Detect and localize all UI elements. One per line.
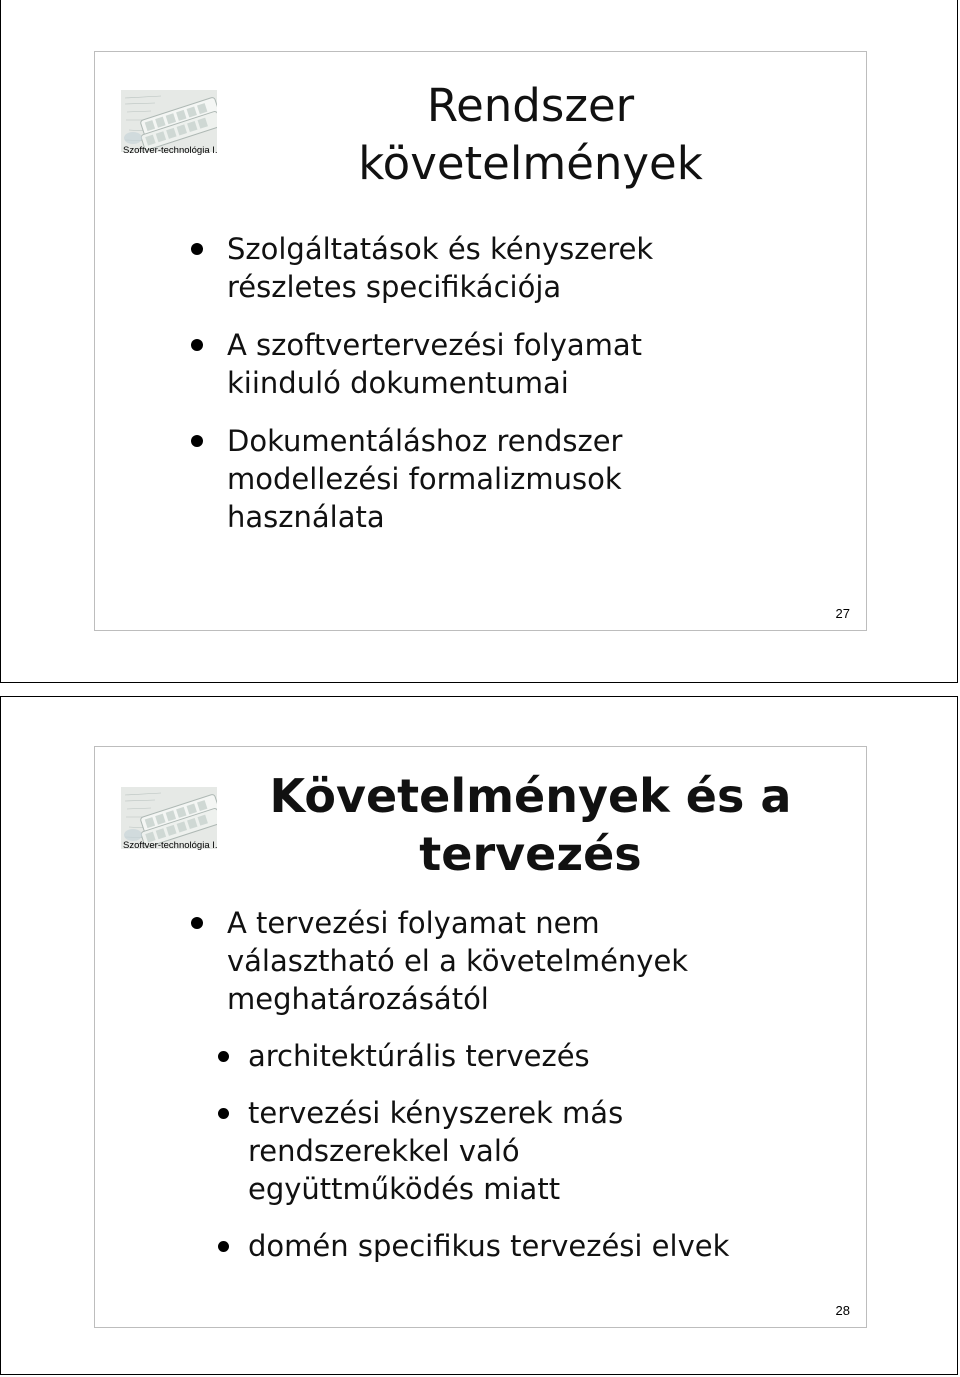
- bullet-line: kiinduló dokumentumai: [227, 366, 569, 400]
- slide-title-line: követelmények: [358, 137, 703, 190]
- handout-page-2: [0, 696, 958, 1375]
- bullet-line: meghatározásától: [227, 982, 489, 1016]
- sub-bullet-item: [218, 1094, 846, 1208]
- slide-27: [94, 51, 867, 631]
- bullet-line: részletes specifikációja: [227, 270, 562, 304]
- bullet-line: választható el a követelmények: [227, 944, 689, 978]
- bullet-line: A tervezési folyamat nem: [227, 906, 600, 940]
- bullet-list: [191, 230, 846, 556]
- bullet-item: [191, 326, 846, 402]
- bullet-item: [191, 422, 846, 536]
- bullet-line: tervezési kényszerek más: [248, 1096, 624, 1130]
- page-number: 27: [835, 606, 850, 621]
- sub-bullet-item: [218, 1037, 846, 1075]
- bullet-line: Szolgáltatások és kényszerek: [227, 232, 654, 266]
- page-number: 28: [835, 1303, 850, 1318]
- slide-title-line: Rendszer: [426, 79, 635, 132]
- bullet-line: A szoftvertervezési folyamat: [227, 328, 643, 362]
- bullet-line: architektúrális tervezés: [248, 1039, 590, 1073]
- slide-28: [94, 746, 867, 1328]
- logo-caption: Szoftver-technológia I.: [123, 145, 218, 156]
- bullet-line: modellezési formalizmusok: [227, 462, 622, 496]
- bullet-line: együttműködés miatt: [248, 1172, 561, 1206]
- slide-title: [225, 767, 836, 883]
- bullet-line: használata: [227, 500, 385, 534]
- slide-title: [225, 77, 836, 193]
- logo-caption: Szoftver-technológia I.: [123, 840, 218, 851]
- bullet-line: rendszerekkel való: [248, 1134, 520, 1168]
- sub-bullet-item: [218, 1227, 846, 1265]
- slide-title-line: Követelmények és a: [269, 769, 792, 823]
- bullet-list: [191, 904, 846, 1284]
- bullet-item: [191, 904, 846, 1018]
- bullet-line: Dokumentáláshoz rendszer: [227, 424, 623, 458]
- slide-title-line: tervezés: [419, 827, 642, 881]
- handout-page-1: [0, 0, 958, 683]
- bullet-item: [191, 230, 846, 306]
- keyboard-photo-icon: [121, 90, 217, 152]
- bullet-line: domén specifikus tervezési elvek: [248, 1229, 730, 1263]
